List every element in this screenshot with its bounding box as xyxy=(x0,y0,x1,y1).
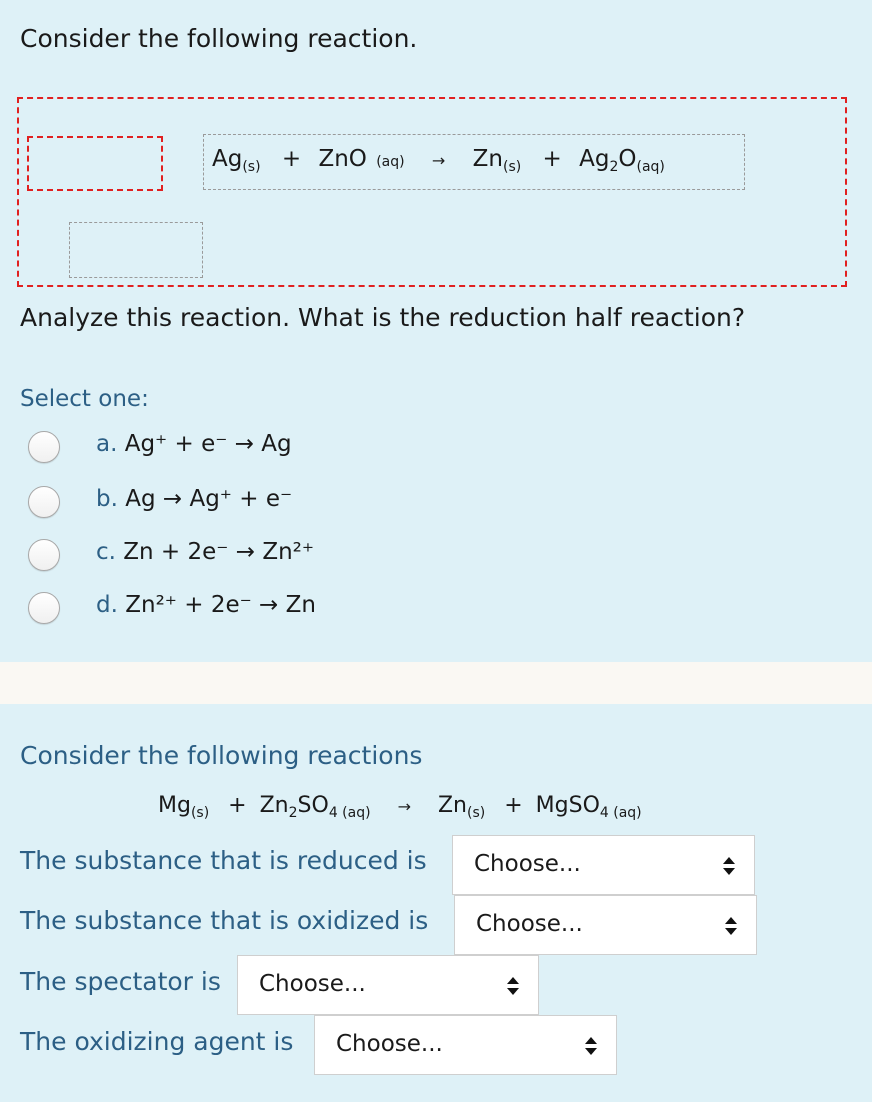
option-b-text[interactable] xyxy=(96,486,292,512)
reactant-zn2so4-so: SO xyxy=(297,793,329,818)
reactant-zno: ZnO xyxy=(318,146,367,172)
reactant-ag-state: (s) xyxy=(242,159,261,175)
question-separator xyxy=(0,662,872,704)
spectator-select[interactable] xyxy=(237,955,539,1015)
plus-sign: + xyxy=(542,146,562,172)
option-a-letter: a. xyxy=(96,431,118,457)
up-down-arrows-icon xyxy=(722,856,736,876)
oxidizing-agent-select-value: Choose... xyxy=(336,1031,443,1057)
reactant-zno-state: (aq) xyxy=(376,154,405,170)
reduced-select[interactable] xyxy=(452,835,755,895)
option-a-text[interactable] xyxy=(96,431,292,457)
reduced-select-value: Choose... xyxy=(474,851,581,877)
oxidized-select[interactable] xyxy=(454,895,757,955)
reaction-equation-2 xyxy=(158,793,642,821)
plus-sign: + xyxy=(281,146,302,172)
product-ag2o-subscript: 2 xyxy=(609,159,619,175)
reactant-zn2so4-state: 4 (aq) xyxy=(328,805,371,821)
reactant-ag: Ag xyxy=(212,146,243,172)
oxidized-label: The substance that is oxidized is xyxy=(20,906,429,935)
option-b-equation: Ag → Ag⁺ + e⁻ xyxy=(125,486,293,512)
drop-target-1[interactable] xyxy=(27,136,163,191)
option-c-text[interactable] xyxy=(96,539,314,565)
product-ag2o-o: O xyxy=(618,146,637,172)
reaction-arrow: → xyxy=(431,151,446,170)
oxidizing-agent-label: The oxidizing agent is xyxy=(20,1027,294,1056)
up-down-arrows-icon xyxy=(506,976,520,996)
question-1-title: Consider the following reaction. xyxy=(20,24,418,53)
plus-sign: + xyxy=(228,793,247,818)
product-mgso4-state: 4 (aq) xyxy=(599,805,642,821)
product-mgso4: MgSO xyxy=(535,793,600,818)
product-ag2o: Ag xyxy=(579,146,610,172)
up-down-arrows-icon xyxy=(724,916,738,936)
option-d-equation: Zn²⁺ + 2e⁻ → Zn xyxy=(125,592,316,618)
radio-button-d[interactable] xyxy=(28,592,60,624)
product-zn: Zn xyxy=(472,146,503,172)
radio-button-c[interactable] xyxy=(28,539,60,571)
question-prompt: Analyze this reaction. What is the reduction half reaction? xyxy=(20,303,746,332)
question-2-title: Consider the following reactions xyxy=(20,741,423,770)
product-zn: Zn xyxy=(437,793,467,818)
select-one-label: Select one: xyxy=(20,386,149,412)
radio-button-a[interactable] xyxy=(28,431,60,463)
reaction-arrow: → xyxy=(397,797,411,816)
option-d-letter: d. xyxy=(96,592,118,618)
option-c-letter: c. xyxy=(96,539,116,565)
reactant-zn2so4: Zn xyxy=(259,793,289,818)
radio-button-b[interactable] xyxy=(28,486,60,518)
option-b[interactable] xyxy=(28,486,628,522)
reactant-mg: Mg xyxy=(158,793,191,818)
reaction-equation xyxy=(212,146,665,175)
product-zn-state: (s) xyxy=(502,159,522,175)
drop-target-2[interactable] xyxy=(69,222,203,278)
option-c-equation: Zn + 2e⁻ → Zn²⁺ xyxy=(123,539,315,565)
reactant-mg-state: (s) xyxy=(190,805,210,821)
product-ag2o-state: (aq) xyxy=(636,159,665,175)
oxidizing-agent-select[interactable] xyxy=(314,1015,617,1075)
spectator-label: The spectator is xyxy=(20,967,221,996)
option-a[interactable] xyxy=(28,431,628,467)
product-zn-state: (s) xyxy=(467,805,486,821)
reduced-label: The substance that is reduced is xyxy=(20,846,427,875)
reactant-zn2so4-sub: 2 xyxy=(288,805,298,821)
option-d[interactable] xyxy=(28,592,628,628)
option-b-letter: b. xyxy=(96,486,118,512)
spectator-select-value: Choose... xyxy=(259,971,366,997)
option-a-equation: Ag⁺ + e⁻ → Ag xyxy=(124,431,292,457)
option-c[interactable] xyxy=(28,539,628,575)
up-down-arrows-icon xyxy=(584,1036,598,1056)
option-d-text[interactable] xyxy=(96,592,316,618)
oxidized-select-value: Choose... xyxy=(476,911,583,937)
plus-sign: + xyxy=(504,793,523,818)
